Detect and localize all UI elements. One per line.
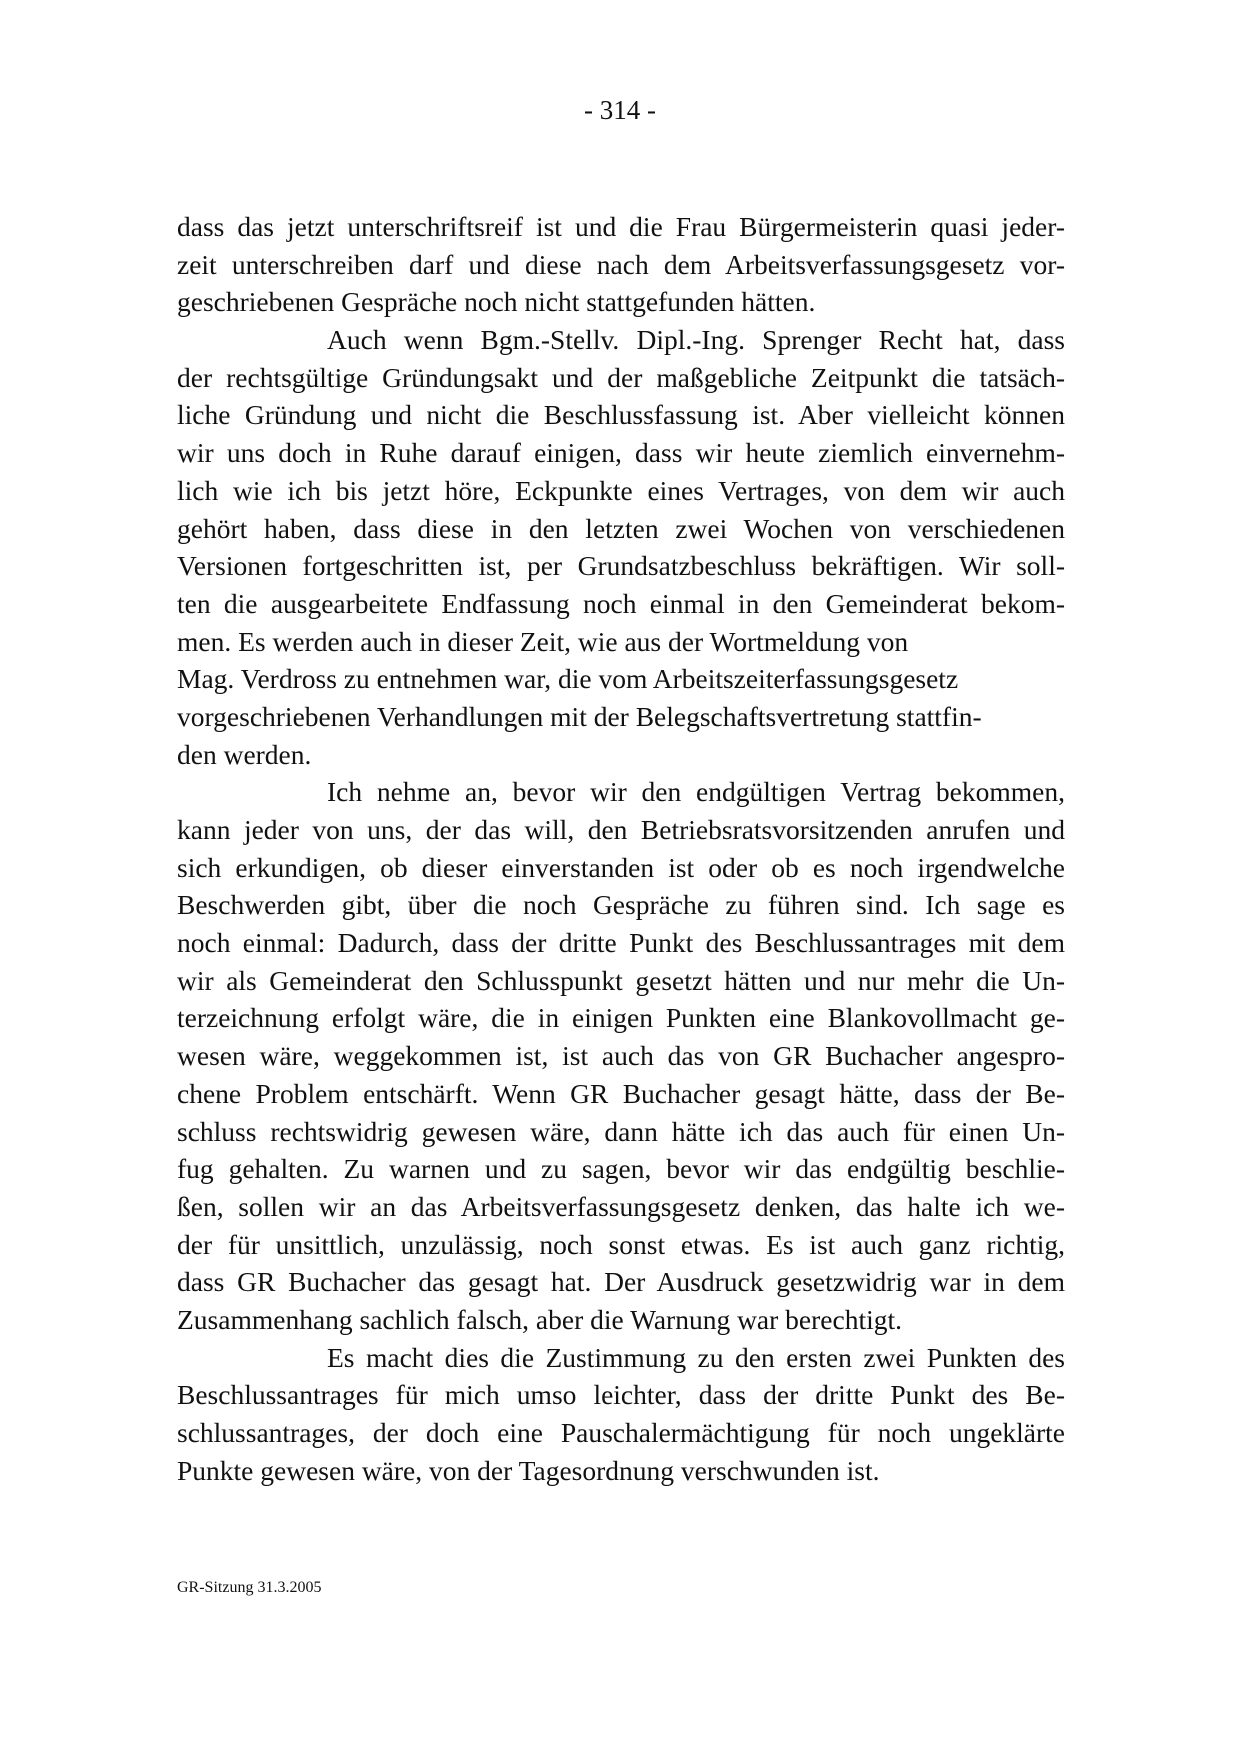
- text-line: sich erkundigen, ob dieser einverstanden ist oder ob es noch irgendwelche: [177, 851, 1065, 883]
- text-line: Auch wenn Bgm.-Stellv. Dipl.-Ing. Sprenger Recht hat, dass: [327, 324, 1065, 356]
- text-line: Mag. Verdross zu entnehmen war, die vom Arbeitszeiterfassungsgesetz: [177, 663, 959, 695]
- text-line: ten die ausgearbeitete Endfassung noch einmal in den Gemeinderat bekom-: [177, 587, 1065, 619]
- text-line: dass GR Buchacher das gesagt hat. Der Ausdruck gesetzwidrig war in dem: [177, 1266, 1065, 1298]
- text-line: wesen wäre, weggekommen ist, ist auch das von GR Buchacher angespro-: [177, 1040, 1065, 1072]
- text-line: chene Problem entschärft. Wenn GR Buchacher gesagt hätte, dass der Be-: [177, 1077, 1065, 1109]
- text-line: Versionen fortgeschritten ist, per Grundsatzbeschluss bekräftigen. Wir soll-: [177, 550, 1065, 582]
- body-text: [177, 208, 1065, 1489]
- text-line: terzeichnung erfolgt wäre, die in einigen Punkten eine Blankovollmacht ge-: [177, 1002, 1065, 1034]
- text-line: wir als Gemeinderat den Schlusspunkt gesetzt hätten und nur mehr die Un-: [177, 964, 1065, 996]
- text-line: fug gehalten. Zu warnen und zu sagen, bevor wir das endgültig beschlie-: [177, 1153, 1065, 1185]
- text-line: schlussantrages, der doch eine Pauschalermächtigung für noch ungeklärte: [177, 1417, 1065, 1448]
- text-line: geschriebenen Gespräche noch nicht stattgefunden hätten.: [177, 286, 816, 318]
- text-line: schluss rechtswidrig gewesen wäre, dann hätte ich das auch für einen Un-: [177, 1115, 1065, 1147]
- text-line: der für unsittlich, unzulässig, noch sonst etwas. Es ist auch ganz richtig,: [177, 1228, 1065, 1260]
- text-line: liche Gründung und nicht die Beschlussfassung ist. Aber vielleicht können: [177, 399, 1065, 431]
- text-line: Es macht dies die Zustimmung zu den ersten zwei Punkten des: [327, 1341, 1065, 1373]
- text-line: ßen, sollen wir an das Arbeitsverfassungsgesetz denken, das halte ich we-: [177, 1190, 1065, 1222]
- text-line: Ich nehme an, bevor wir den endgültigen Vertrag bekommen,: [327, 776, 1065, 808]
- text-line: Punkte gewesen wäre, von der Tagesordnung verschwunden ist.: [177, 1454, 880, 1486]
- text-line: vorgeschriebenen Verhandlungen mit der Belegschaftsvertretung stattfin-: [177, 700, 982, 732]
- text-line: wir uns doch in Ruhe darauf einigen, dass wir heute ziemlich einvernehm-: [177, 437, 1065, 469]
- text-line: den werden.: [177, 738, 312, 770]
- text-line: gehört haben, dass diese in den letzten zwei Wochen von verschiedenen: [177, 512, 1065, 544]
- page-footer: GR-Sitzung 31.3.2005: [177, 1579, 322, 1596]
- page-number: - 314 -: [584, 95, 656, 125]
- text-line: Zusammenhang sachlich falsch, aber die Warnung war berechtigt.: [177, 1303, 902, 1335]
- text-line: Beschlussantrages für mich umso leichter, dass der dritte Punkt des Be-: [177, 1379, 1065, 1411]
- text-line: men. Es werden auch in dieser Zeit, wie aus der Wortmeldung von: [177, 625, 909, 657]
- text-line: dass das jetzt unterschriftsreif ist und die Frau Bürgermeisterin quasi jeder-: [177, 211, 1065, 242]
- text-line: noch einmal: Dadurch, dass der dritte Punkt des Beschlussantrages mit dem: [177, 927, 1065, 959]
- text-line: Beschwerden gibt, über die noch Gespräche zu führen sind. Ich sage es: [177, 889, 1065, 921]
- text-line: kann jeder von uns, der das will, den Betriebsratsvorsitzenden anrufen und: [177, 814, 1065, 845]
- text-line: der rechtsgültige Gründungsakt und der maßgebliche Zeitpunkt die tatsäch-: [177, 361, 1065, 393]
- text-line: lich wie ich bis jetzt höre, Eckpunkte eines Vertrages, von dem wir auch: [177, 474, 1065, 506]
- text-line: zeit unterschreiben darf und diese nach dem Arbeitsverfassungsgesetz vor-: [177, 248, 1065, 280]
